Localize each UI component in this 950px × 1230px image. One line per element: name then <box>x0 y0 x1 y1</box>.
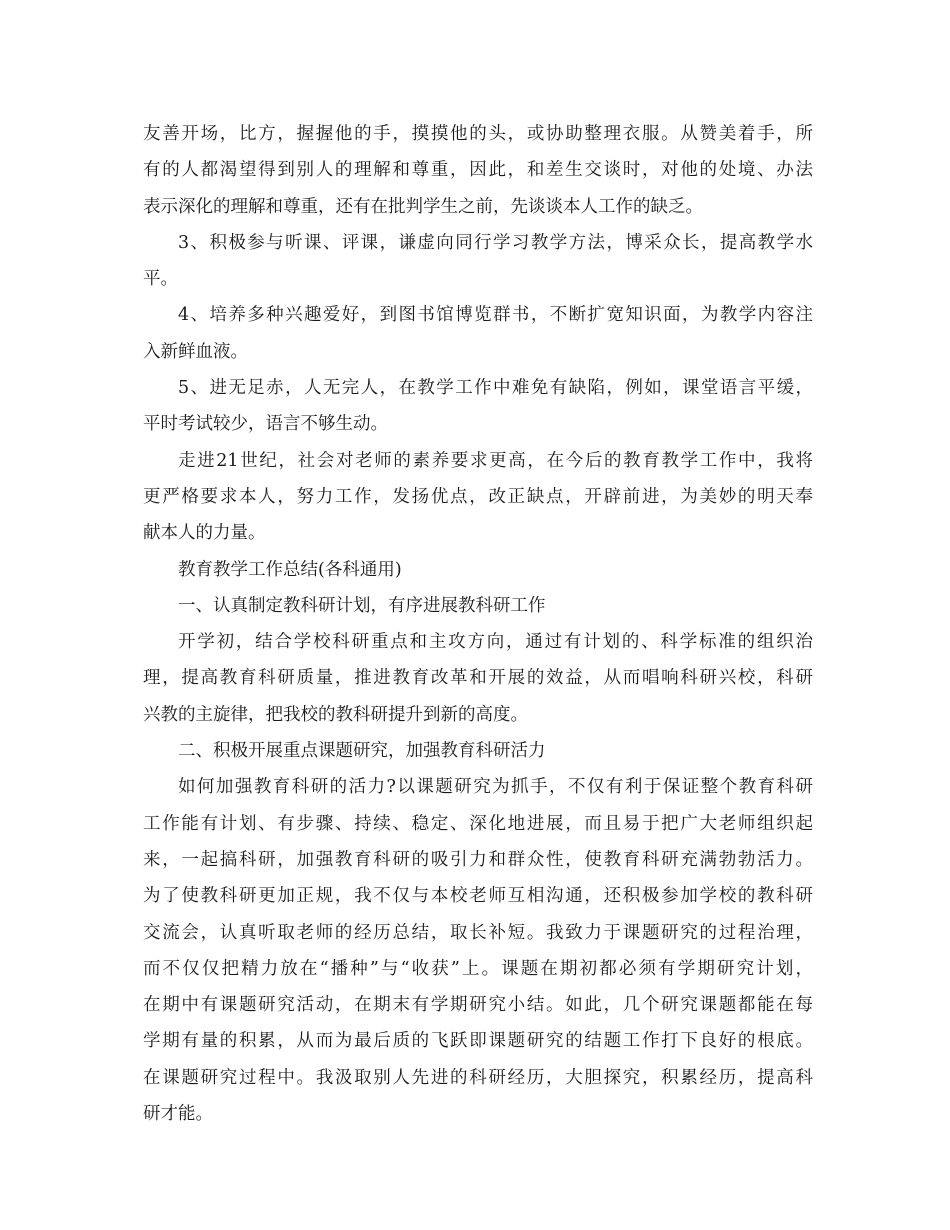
text-line: 走进21世纪，社会对老师的素养要求更高，在今后的教育教学工作中，我将 <box>178 450 813 471</box>
text-line: 更严格要求本人，努力工作，发扬优点，改正缺点，开辟前进，为美妙的明天奉 <box>143 486 813 507</box>
text-line: 5、进无足赤，人无完人，在教学工作中难免有缺陷，例如，课堂语言平缓， <box>178 378 813 399</box>
text-line: 在期中有课题研究活动，在期末有学期研究小结。如此，几个研究课题都能在每 <box>143 995 813 1016</box>
text-line: 4、培养多种兴趣爱好，到图书馆博览群书，不断扩宽知识面，为教学内容注 <box>178 305 813 326</box>
text-line: 平时考试较少，语言不够生动。 <box>143 414 388 435</box>
text-line: 3、积极参与听课、评课，谦虚向同行学习教学方法，博采众长，提高教学水 <box>178 232 813 253</box>
text-line: 兴教的主旋律，把我校的教科研提升到新的高度。 <box>143 704 528 725</box>
text-line: 二、积极开展重点课题研究，加强教育科研活力 <box>178 741 546 762</box>
text-line: 理，提高教育科研质量，推进教育改革和开展的效益，从而唱响科研兴校，科研 <box>143 668 813 689</box>
text-line: 开学初，结合学校科研重点和主攻方向，通过有计划的、科学标准的组织治 <box>178 632 813 653</box>
text-line: 学期有量的积累，从而为最后质的飞跃即课题研究的结题工作打下良好的根底。 <box>143 1031 813 1052</box>
text-line: 而不仅仅把精力放在“播种”与“收获”上。课题在期初都必须有学期研究计划， <box>143 958 813 979</box>
text-line: 如何加强教育科研的活力?以课题研究为抓手，不仅有利于保证整个教育科研 <box>178 777 813 798</box>
text-line: 友善开场，比方，握握他的手，摸摸他的头，或协助整理衣服。从赞美着手，所 <box>143 124 813 144</box>
text-line: 入新鲜血液。 <box>143 341 248 362</box>
text-line: 交流会，认真听取老师的经历总结，取长补短。我致力于课题研究的过程治理， <box>143 922 813 943</box>
document-body <box>143 116 813 1132</box>
text-line: 教育教学工作总结(各科通用) <box>178 559 402 580</box>
text-line: 研才能。 <box>143 1104 213 1125</box>
text-line: 献本人的力量。 <box>143 523 266 544</box>
text-line: 来，一起搞科研，加强教育科研的吸引力和群众性，使教育科研充满勃勃活力。 <box>143 849 813 870</box>
text-line: 工作能有计划、有步骤、持续、稳定、深化地进展，而且易于把广大老师组织起 <box>143 813 813 834</box>
text-line: 表示深化的理解和尊重，还有在批判学生之前，先谈谈本人工作的缺乏。 <box>143 196 703 217</box>
text-line: 一、认真制定教科研计划，有序进展教科研工作 <box>178 595 546 616</box>
text-line: 有的人都渴望得到别人的理解和尊重，因此，和差生交谈时，对他的处境、办法 <box>143 160 813 181</box>
text-line: 为了使教科研更加正规，我不仅与本校老师互相沟通，还积极参加学校的教科研 <box>143 886 813 907</box>
text-line: 在课题研究过程中。我汲取别人先进的科研经历，大胆探究，积累经历，提高科 <box>143 1067 813 1088</box>
text-line: 平。 <box>143 269 178 290</box>
